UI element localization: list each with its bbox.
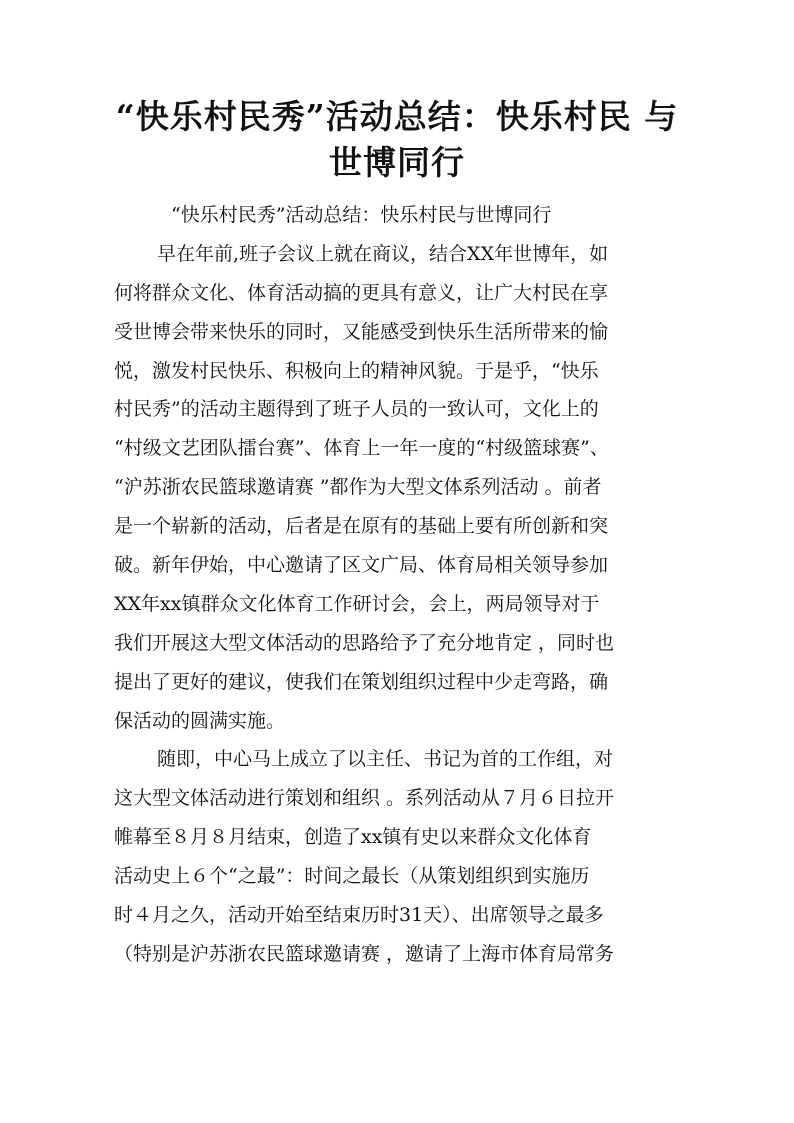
paragraph-line: “沪苏浙农民篮球邀请赛 ”都作为大型文体系列活动 。前者 bbox=[114, 476, 602, 499]
paragraph-line: 帷幕至８月８月结束，创造了xx镇有史以来群众文化体育 bbox=[114, 826, 592, 849]
paragraph-line: 随即，中心马上成立了以主任、书记为首的工作组，对 bbox=[157, 748, 614, 771]
paragraph-line: 活动史上６个“之最”：时间之最长（从策划组织到实施历 bbox=[114, 865, 590, 888]
title-line-1: “快乐村民秀”活动总结：快乐村民 与 bbox=[115, 97, 679, 136]
paragraph-line: 这大型文体活动进行策划和组织 。系列活动从７月６日拉开 bbox=[114, 787, 615, 810]
paragraph-line: 悦，激发村民快乐、积极向上的精神风貌。于是乎，“快乐 bbox=[114, 359, 599, 382]
title-line-2: 世博同行 bbox=[329, 143, 465, 182]
document-title bbox=[96, 94, 698, 186]
paragraph-line: 时４月之久，活动开始至结束历时31天）、出席领导之最多 bbox=[114, 904, 604, 927]
paragraph-line: XX年xx镇群众文化体育工作研讨会，会上，两局领导对于 bbox=[114, 592, 600, 615]
paragraph-line: 保活动的圆满实施。 bbox=[114, 709, 286, 732]
paragraph-line: 村民秀”的活动主题得到了班子人员的一致认可，文化上的 bbox=[114, 398, 599, 421]
document-subtitle: “快乐村民秀”活动总结：快乐村民与世博同行 bbox=[171, 204, 552, 226]
paragraph-line: （特别是沪苏浙农民篮球邀请赛 ，邀请了上海市体育局常务 bbox=[114, 942, 615, 965]
paragraph-line: 我们开展这大型文体活动的思路给予了充分地肯定 ，同时也 bbox=[114, 631, 615, 654]
paragraph-line: 早在年前,班子会议上就在商议，结合XX年世博年，如 bbox=[157, 242, 609, 265]
paragraph-line: 是一个崭新的活动，后者是在原有的基础上要有所创新和突 bbox=[114, 515, 609, 538]
paragraph-line: 破。新年伊始，中心邀请了区文广局、体育局相关领导参加 bbox=[114, 554, 609, 577]
paragraph-line: 受世博会带来快乐的同时，又能感受到快乐生活所带来的愉 bbox=[114, 320, 609, 343]
paragraph-line: 何将群众文化、体育活动搞的更具有意义，让广大村民在享 bbox=[114, 281, 609, 304]
paragraph-line: 提出了更好的建议，使我们在策划组织过程中少走弯路，确 bbox=[114, 670, 609, 693]
document-body bbox=[114, 196, 686, 974]
paragraph-line: “村级文艺团队擂台赛”、体育上一年一度的“村级篮球赛”、 bbox=[114, 437, 609, 460]
